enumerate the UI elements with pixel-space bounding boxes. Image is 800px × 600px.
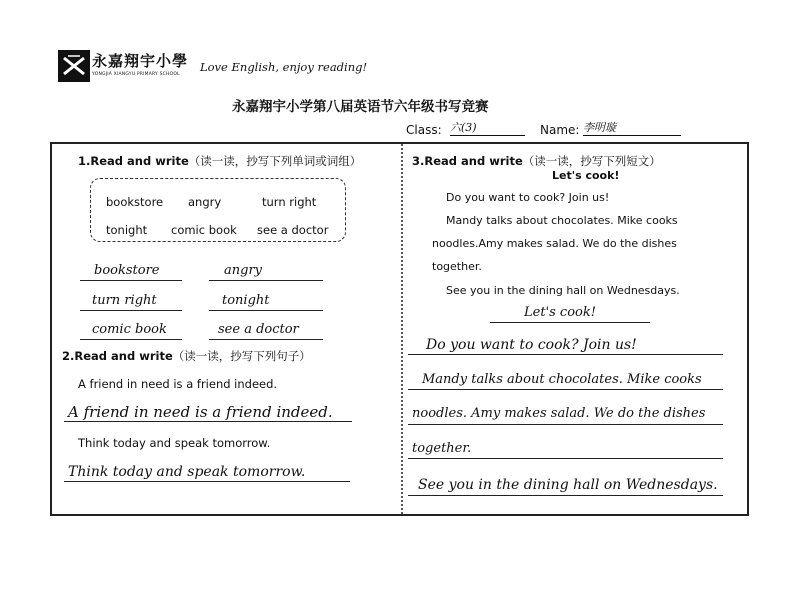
handwritten-passage-line: noodles. Amy makes salad. We do the dishes — [412, 406, 706, 421]
writing-line — [80, 280, 182, 281]
passage-line: Do you want to cook? Join us! — [446, 191, 610, 204]
passage-line: See you in the dining hall on Wednesdays. — [446, 284, 680, 297]
section1-title: 1.Read and write（读一读，抄写下列单词或词组） — [78, 154, 362, 168]
writing-line — [408, 424, 723, 425]
passage-line: together. — [432, 260, 482, 273]
handwritten-word: turn right — [92, 293, 157, 308]
passage-title: Let's cook! — [552, 169, 620, 182]
writing-line — [209, 280, 323, 281]
word-item: see a doctor — [257, 223, 329, 237]
school-logo-text: 永嘉翔宇小學 — [92, 52, 189, 70]
handwritten-word: angry — [224, 263, 263, 278]
writing-line — [64, 481, 350, 482]
contest-title: 永嘉翔宇小学第八届英语节六年级书写竞赛 — [232, 99, 489, 115]
handwritten-passage-line: See you in the dining hall on Wednesdays. — [418, 477, 718, 493]
writing-line — [408, 458, 723, 459]
handwritten-passage-line: Do you want to cook? Join us! — [426, 337, 637, 353]
handwritten-word: see a doctor — [218, 322, 299, 337]
model-sentence: Think today and speak tomorrow. — [78, 436, 271, 450]
handwritten-word: bookstore — [94, 263, 160, 278]
class-label: Class: — [406, 123, 442, 137]
word-item: angry — [188, 195, 222, 209]
name-label: Name: — [540, 123, 580, 137]
section3-title: 3.Read and write（读一读，抄写下列短文） — [412, 154, 661, 168]
handwritten-sentence: Think today and speak tomorrow. — [68, 464, 306, 480]
word-item: bookstore — [106, 195, 164, 209]
handwritten-passage-line: Mandy talks about chocolates. Mike cooks — [422, 372, 702, 387]
handwritten-word: comic book — [92, 322, 167, 337]
column-divider — [401, 144, 403, 514]
writing-line — [408, 495, 723, 496]
writing-line — [209, 339, 323, 340]
model-sentence: A friend in need is a friend indeed. — [78, 377, 278, 391]
writing-line — [209, 310, 323, 311]
word-item: tonight — [106, 223, 148, 237]
writing-line — [64, 421, 352, 422]
school-logo-subtext: YONGJIA XIANGYU PRIMARY SCHOOL — [92, 72, 180, 77]
writing-line — [490, 322, 650, 323]
writing-line — [80, 339, 182, 340]
name-field[interactable]: 李明璇 — [583, 119, 681, 136]
word-item: turn right — [262, 195, 317, 209]
writing-line — [408, 354, 723, 355]
section2-title: 2.Read and write（读一读，抄写下列句子） — [62, 349, 311, 363]
passage-line: Mandy talks about chocolates. Mike cooks — [446, 214, 678, 227]
passage-line: noodles.Amy makes salad. We do the dishes — [432, 237, 677, 250]
slogan: Love English, enjoy reading! — [200, 60, 368, 74]
handwritten-passage-line: together. — [412, 441, 472, 456]
writing-line — [80, 310, 182, 311]
handwritten-sentence: A friend in need is a friend indeed. — [68, 403, 333, 421]
class-field[interactable]: 六(3) — [450, 119, 525, 136]
writing-line — [408, 389, 723, 390]
handwritten-word: tonight — [222, 293, 270, 308]
handwritten-passage-title: Let's cook! — [524, 305, 596, 320]
school-logo-icon — [58, 50, 90, 82]
word-item: comic book — [171, 223, 237, 237]
